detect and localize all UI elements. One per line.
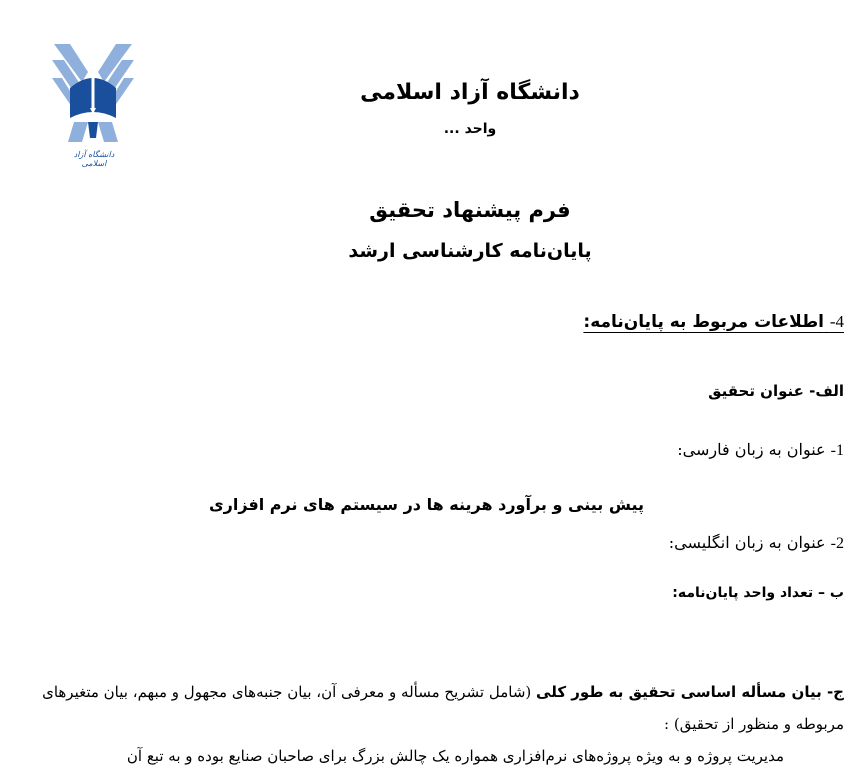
problem-statement-heading: ج- بیان مسأله اساسی تحقیق به طور کلی <box>536 683 844 701</box>
problem-statement-desc-2: مربوطه و منظور از تحقیق) : <box>664 715 844 733</box>
university-emblem-icon <box>48 38 138 168</box>
problem-statement-desc-1: (شامل تشریح مسأله و معرفی آن، بیان جنبه‌های مجهول و مبهم، بیان متغیرهای <box>42 683 532 701</box>
thesis-units-label: تعداد واحد پایان‌نامه: <box>672 585 814 601</box>
persian-title-row <box>677 440 844 460</box>
research-title-label: الف- عنوان تحقیق <box>708 382 844 400</box>
section-4-heading <box>583 312 844 332</box>
thesis-units-prefix: ب – <box>818 585 844 601</box>
english-title-label: عنوان به زبان انگلیسی: <box>668 533 826 552</box>
persian-title-value: پیش بینی و برآورد هرینه ها در سیستم های نرم افزاری <box>208 495 644 514</box>
university-name: دانشگاه آزاد اسلامی <box>360 80 580 105</box>
form-subtitle: پایان‌نامه کارشناسی ارشد <box>348 240 592 262</box>
english-title-row <box>669 533 844 553</box>
persian-title-label: عنوان به زبان فارسی: <box>677 440 826 459</box>
form-title: فرم پیشنهاد تحقیق <box>369 198 571 222</box>
section-4-title: اطلاعات مربوط به پایان‌نامه: <box>583 312 824 332</box>
university-logo <box>48 38 138 168</box>
body-paragraph-line-1: مدیریت پروژه و به ویژه پروژه‌های نرم‌افزاری همواره یک چالش بزرگ برای صاحبان صنایع بوده و به تبع آن <box>126 747 784 765</box>
item-1-number: 1- <box>830 442 844 459</box>
thesis-units-row <box>672 585 844 601</box>
branch-name: واحد ... <box>443 121 497 137</box>
problem-statement-line-1 <box>42 683 844 701</box>
section-4-number: 4- <box>829 312 844 331</box>
item-2-number: 2- <box>830 535 844 552</box>
logo-caption: دانشگاه آزاد اسلامی <box>73 150 115 168</box>
